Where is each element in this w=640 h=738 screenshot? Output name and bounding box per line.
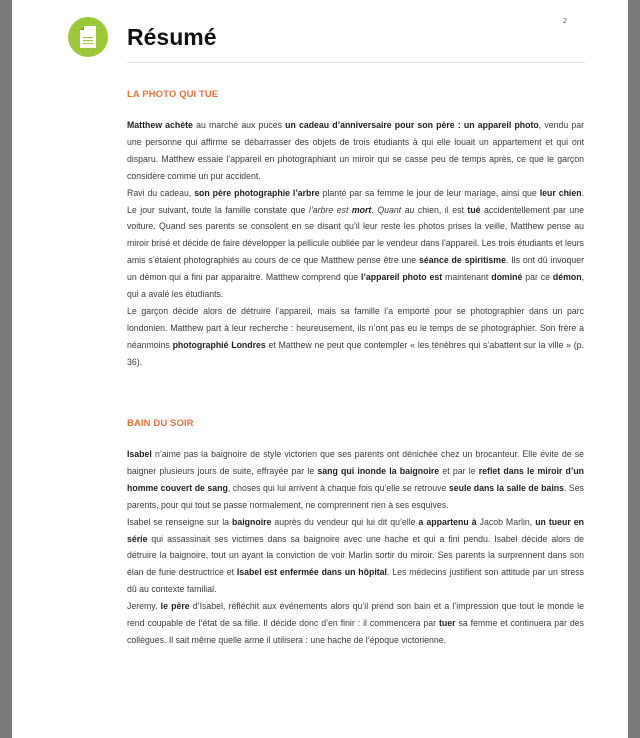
paragraph [127, 446, 584, 514]
text-run: accidentellement par une voiture. Quand ses parents se consolent en se disant qu’il leur reste les photos prises la veille, Matthew pense au miroir brisé et décide de faire développer la pellicule oubliée par le vendeur dans l’appareil. Les trois étudiants et leurs amis s’étaient photographiés au cours de ce que Matthew pense être une [127, 204, 584, 266]
text-run: chien, il est [414, 204, 468, 215]
emphasis-bold: sang qui inonde la baignoire [317, 465, 440, 476]
section-body [127, 117, 584, 371]
emphasis-bold: un cadeau d’anniversaire pour son père : un appareil photo [285, 120, 539, 130]
emphasis-bold: Matthew achète [127, 120, 193, 130]
text-run: d’Isabel, réfléchit aux événements alors qu’il prend son bain et a l’impression que tout le monde le rend coupable de l’état de sa fille. Il décide donc d’en finir : il commencera par [127, 601, 584, 629]
page-number: 2 [563, 18, 567, 25]
text-run: . Le jour suivant, toute la famille constate que [127, 187, 585, 215]
text-run: . Les médecins justifient son attitude par un stress dû au contexte familial. [127, 567, 584, 595]
emphasis-bold: le père [160, 601, 190, 612]
paragraph [127, 185, 584, 303]
emphasis-bold: un tueur en série [127, 516, 584, 544]
emphasis-bold: reflet dans le miroir d’un homme couvert de sang [127, 465, 585, 493]
text-run: et Matthew ne peut que contempler « les ténèbres qui s’abattent sur la ville » (p. 36). [127, 339, 584, 367]
text-run: , choses qui lui arrivent à chaque fois qu’elle se retrouve [227, 482, 449, 493]
emphasis-bold: photographié Londres [172, 339, 266, 350]
text-run: au marché aux puces [192, 120, 286, 130]
paragraph [127, 598, 584, 649]
text-run: Jeremy, [127, 601, 161, 612]
page-title: Résumé [127, 24, 217, 50]
emphasis-bold: l’appareil photo est [361, 272, 443, 283]
emphasis-italic: l’arbre est [308, 204, 352, 215]
text-run: n’aime pas la baignoire de style victorien que ses parents ont dénichée chez un brocanteur. Elle évite de se baigner plusieurs jours de suite, effrayée par le [127, 449, 584, 476]
emphasis-bold: seule dans la salle de bains [448, 482, 564, 493]
text-run: auprès du vendeur qui lui dit qu’elle [271, 516, 419, 527]
paragraph [127, 303, 584, 371]
emphasis-bold: tué [467, 204, 481, 215]
emphasis-bold: mort [351, 204, 372, 215]
text-run: et par le [439, 465, 479, 476]
emphasis-bold: leur chien [539, 187, 582, 198]
text-run: Isabel se renseigne sur la [127, 516, 233, 527]
text-run: maintenant [442, 272, 492, 283]
text-run: qui assassinait ses victimes dans sa baignoire avec une hache et qui a fini pendu. Isabel décide alors de détruire la baignoire, tout un ayant la conviction de voir Marlin sortir du miroir. Ses parents la surprennent dans son élan de furie destructrice et [127, 533, 584, 578]
section-heading: BAIN DU SOIR [127, 418, 194, 429]
text-run: sa femme et continuera par des collègues. Il sait même quelle arme il utilisera : une hache de l’époque victorienne. [127, 618, 584, 645]
emphasis-bold: tuer [438, 618, 456, 629]
title-divider [127, 62, 585, 63]
emphasis-bold: Isabel [127, 449, 152, 459]
text-run: . [371, 204, 378, 215]
emphasis-italic: Quant au [377, 204, 415, 215]
text-run: planté par sa femme le jour de leur mariage, ainsi que [319, 187, 540, 198]
section-heading: LA PHOTO QUI TUE [127, 89, 219, 100]
text-run: , qui a avalé les étudiants. [127, 272, 584, 300]
emphasis-bold: a appartenu à [418, 516, 477, 527]
paragraph [127, 117, 584, 185]
emphasis-bold: dominé [491, 272, 523, 283]
document-icon [78, 25, 98, 49]
emphasis-bold: son père photographie l’arbre [194, 187, 320, 198]
text-run: Le garçon décide alors de détruire l’appareil, mais sa famille l’a emporté pour se photographier dans un parc londonien. Matthew part à leur recherche : heureusement, ils n’ont pas eu le temps de se photographier. Son frère a néanmoins [127, 305, 584, 350]
text-run: Jacob Marlin, [476, 516, 536, 527]
emphasis-bold: Isabel est enfermée dans un hôpital [236, 567, 387, 578]
document-page [12, 0, 628, 738]
section-badge [68, 17, 108, 57]
text-run: par ce [522, 272, 553, 283]
text-run: , vendu par une personne qui affirme se débarrasser des objets de trois étudiants à qui elle louait un appartement et qui ont disparu. Matthew essaie l’appareil en photographiant un miroir qui se casse peu de temps après, ce que le garçon considère comme un pur accident. [127, 120, 585, 181]
text-run: Ravi du cadeau, [127, 187, 195, 198]
emphasis-bold: démon [552, 272, 582, 283]
text-run: . Ils ont dû invoquer un démon qui a fini par apparaitre. Matthew comprend que [127, 255, 584, 283]
emphasis-bold: baignoire [232, 516, 272, 527]
text-run: . Ses parents, pour qui tout se passe normalement, ne comprennent rien à ses esquives. [127, 482, 584, 510]
emphasis-bold: séance de spiritisme [419, 255, 506, 266]
section-body [127, 446, 584, 649]
paragraph [127, 514, 584, 599]
